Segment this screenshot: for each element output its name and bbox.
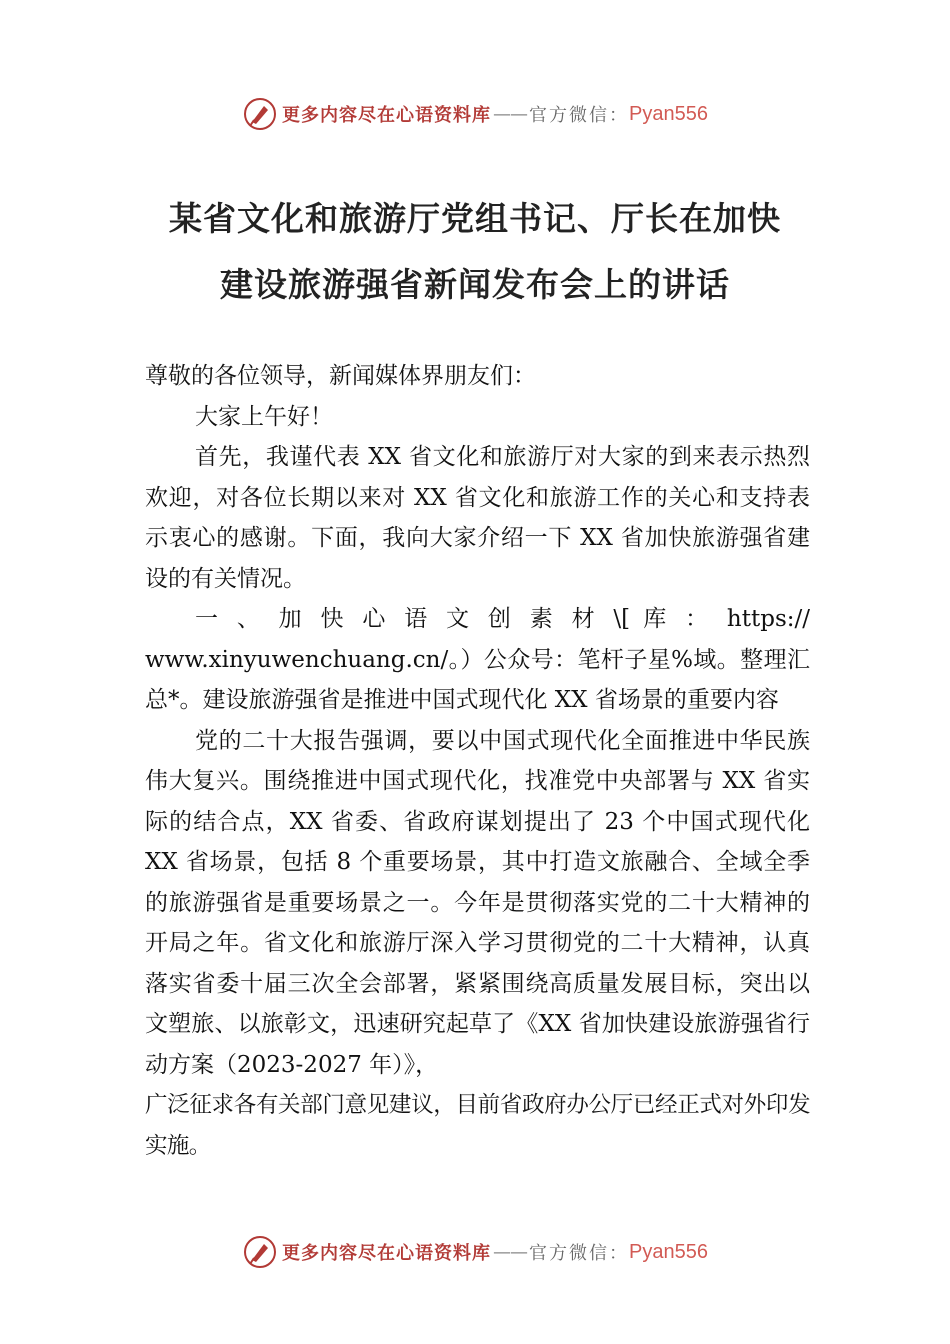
- document-title: [0, 186, 950, 318]
- paragraph-2-tail: 广泛征求各有关部门意见建议，目前省政府办公厅已经正式对外印发实施。: [145, 1092, 810, 1159]
- pen-nib-logo-icon: [242, 96, 278, 132]
- paragraph-1: 首先，我谨代表 XX 省文化和旅游厅对大家的到来表示热烈欢迎，对各位长期以来对 XX 省文化和旅游工作的关心和支持表示衷心的感谢。下面，我向大家介绍一下 XX 省加快旅游强省建设的有关情况。: [145, 444, 810, 592]
- banner-tagline: 更多内容尽在心语资料库: [282, 1243, 492, 1264]
- banner-tagline: 更多内容尽在心语资料库: [282, 105, 492, 126]
- section-heading-1: 一 、 加 快 心 语 文 创 素 材 \[ 库 ： https:// www.xinyuwenchuang.cn/。）公众号：笔杆子星%域。整理汇总*。建设旅游强省是推进中国式现代化 XX 省场景的重要内容: [145, 606, 810, 713]
- document-body: [145, 356, 810, 1166]
- paragraph-2: 党的二十大报告强调，要以中国式现代化全面推进中华民族伟大复兴。围绕推进中国式现代化，找准党中央部署与 XX 省实际的结合点，XX 省委、省政府谋划提出了 23 个中国式现代化 XX 省场景，包括 8 个重要场景，其中打造文旅融合、全域全季的旅游强省是重要场景之一。今年是贯彻落实党的二十大精神的开局之年。省文化和旅游厅深入学习贯彻党的二十大精神，认真落实省委十届三次全会部署，紧紧围绕高质量发展目标，突出以文塑旅、以旅彰文，迅速研究起草了《XX 省加快建设旅游强省行动方案（2023-2027 年）》，: [145, 727, 810, 1078]
- banner-wechat-id: Pyan556: [629, 1240, 708, 1263]
- banner-wechat-label: 官方微信：: [529, 105, 630, 126]
- banner-wechat-label: 官方微信：: [529, 1243, 630, 1264]
- banner-wechat-id: Pyan556: [629, 102, 708, 125]
- title-line-1: 某省文化和旅游厅党组书记、厅长在加快: [169, 199, 781, 238]
- footer-banner: [0, 1232, 950, 1272]
- pen-nib-logo-icon: [242, 1234, 278, 1270]
- banner-dash: ——: [493, 1241, 528, 1263]
- title-line-2: 建设旅游强省新闻发布会上的讲话: [220, 265, 730, 304]
- banner-dash: ——: [493, 103, 528, 125]
- salutation: 尊敬的各位领导，新闻媒体界朋友们：: [145, 363, 536, 389]
- greeting: 大家上午好！: [195, 403, 333, 430]
- header-banner: [0, 94, 950, 134]
